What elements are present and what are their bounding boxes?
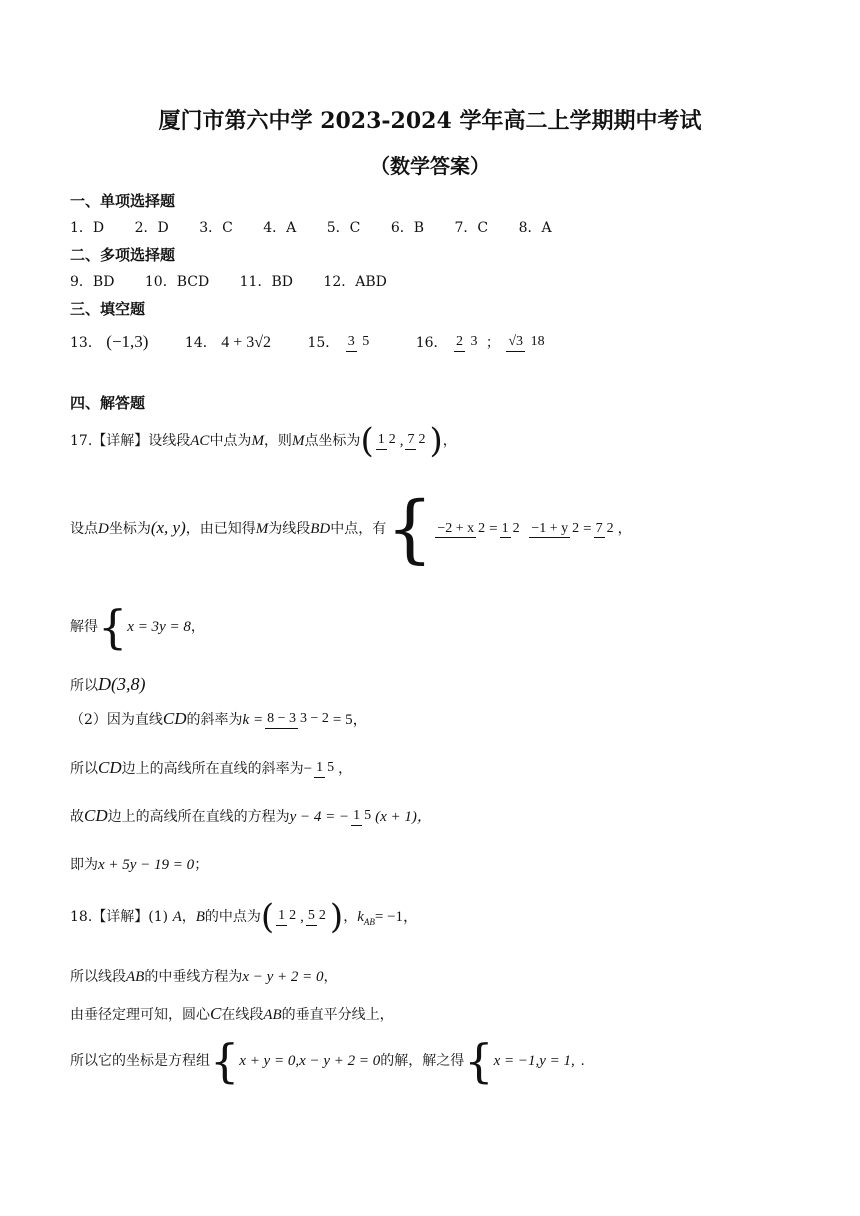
text: ； — [194, 857, 209, 873]
math-var: M — [255, 521, 269, 537]
answer-13: (−1,3) — [106, 332, 149, 351]
math-var: CD — [84, 806, 108, 825]
math-expr: (x + 1)， — [375, 809, 432, 825]
equation-system: x = −1,y = 1, — [493, 1053, 575, 1069]
text: ， — [190, 619, 205, 635]
math-var: AB — [126, 969, 145, 985]
math-expr: y − 4 = − — [289, 809, 350, 825]
math-var: k — [357, 909, 364, 925]
q17-line-3: 解得{x = 3y = 8， — [70, 600, 205, 654]
text: ， — [617, 521, 632, 537]
answer-16a-fraction — [454, 334, 480, 351]
answer-item: 4．A — [263, 220, 297, 236]
math-expr: x − y + 2 = 0 — [242, 969, 324, 985]
math-var: C — [210, 1004, 222, 1023]
q18-line-3 — [70, 1004, 394, 1024]
math-expr: k = — [242, 712, 264, 728]
answer-item: 3．C — [199, 220, 233, 236]
answer-item: 10．BCD — [144, 274, 210, 290]
text: 边上的高线所在直线的方程为 — [107, 809, 290, 825]
math-var: CD — [98, 758, 122, 777]
math-var: D — [98, 521, 109, 537]
answer-item: 5．C — [326, 220, 361, 236]
fraction: 7 2 — [405, 432, 427, 449]
equation-system: −2 + x 2 = 1 2 −1 + y 2 = 7 2 — [437, 521, 614, 537]
text: ， — [181, 909, 196, 925]
q17-line-4 — [70, 674, 146, 695]
math-expr: x + 5y − 19 = 0 — [98, 857, 195, 873]
text: 设点 — [70, 521, 98, 537]
equation-system: x = 3y = 8 — [127, 619, 191, 635]
fraction: 1 5 — [314, 760, 336, 777]
numerator: 3 — [346, 334, 357, 351]
text: 故 — [70, 809, 84, 825]
math-var: AC — [190, 433, 210, 449]
text: 所以线段 — [70, 969, 126, 985]
text: 的中垂线方程为 — [144, 969, 243, 985]
q18-line-2 — [70, 966, 338, 986]
text: 即为 — [70, 857, 98, 873]
q17-line-7 — [70, 805, 432, 826]
single-choice-answers — [70, 217, 578, 237]
math-var: BD — [310, 521, 331, 537]
separator: ； — [485, 335, 500, 351]
text: 的中点为 — [204, 909, 261, 925]
answer-item: 8．A — [518, 220, 552, 236]
denominator: 5 — [362, 334, 370, 350]
text: 点坐标为 — [304, 433, 361, 449]
answer-item: 7．C — [454, 220, 489, 236]
text: 边上的高线所在直线的斜率为 — [121, 761, 304, 777]
text: ， — [442, 433, 457, 449]
text: 为线段 — [268, 521, 311, 537]
text: （2）因为直线 — [70, 712, 163, 728]
section-heading-solutions: 四、解答题 — [70, 394, 146, 412]
q18-line-4: 所以它的坐标是方程组{x + y = 0,x − y + 2 = 0的解，解之得{x = −1,y = 1, . — [70, 1034, 585, 1088]
subscript: AB — [363, 916, 375, 927]
math-expr: (x, y) — [150, 518, 186, 537]
answer-item: 2．D — [134, 220, 169, 236]
q18-line-1: 18.【详解】(1) A，B的中点为( 1 2 , 5 2 )，$k_{AB}= -1$， — [70, 897, 419, 937]
answer-item: 6．B — [390, 220, 425, 236]
question-number: 13． — [70, 335, 102, 351]
text: 由垂径定理可知，圆心 — [70, 1007, 210, 1023]
text: 17.【详解】设线段 — [70, 433, 191, 449]
math-var: B — [195, 909, 205, 925]
math-expr: − — [303, 761, 313, 777]
text: ，由已知得 — [185, 521, 256, 537]
text: 18.【详解】(1) — [70, 909, 169, 925]
text: 中点为 — [209, 433, 252, 449]
text: 的解，解之得 — [380, 1053, 465, 1069]
math-var: AB — [263, 1007, 282, 1023]
text: 的垂直平分线上， — [281, 1007, 394, 1023]
q17-line-5 — [70, 708, 368, 729]
question-number: 14． — [184, 335, 217, 351]
section-heading-single-choice: 一、单项选择题 — [70, 192, 176, 210]
answer-item: 1．D — [70, 220, 105, 236]
numerator: √3 — [506, 334, 525, 351]
math-expr: D(3,8) — [98, 674, 146, 694]
math-expr: = 5， — [332, 712, 368, 728]
q17-line-6 — [70, 758, 352, 778]
text: 在线段 — [221, 1007, 264, 1023]
equation-system: x + y = 0,x − y + 2 = 0 — [239, 1053, 381, 1069]
answer-15-fraction — [346, 334, 372, 351]
math-var: M — [251, 433, 264, 449]
page-subtitle: （数学答案） — [370, 154, 490, 178]
q17-line-2: 设点D坐标为(x, y)，由已知得M为线段BD中点，有{ −2 + x 2 = 1 2 −1 + y 2 = 7 2 ， — [70, 486, 632, 572]
text: 坐标为 — [108, 521, 151, 537]
text: ， — [343, 909, 358, 925]
numerator: 2 — [454, 334, 465, 351]
text: ， — [338, 761, 353, 777]
section-heading-multi-choice: 二、多项选择题 — [70, 246, 176, 264]
q17-line-1: 17.【详解】设线段AC中点为M，则M点坐标为( 1 2 , 7 2 )， — [70, 421, 457, 461]
denominator: 18 — [530, 334, 545, 350]
fraction: 1 2 — [276, 908, 298, 925]
text: 所以它的坐标是方程组 — [70, 1053, 210, 1069]
answer-item: 11．BD — [239, 274, 293, 290]
question-number: 16． — [415, 335, 448, 351]
text: ， — [323, 969, 338, 985]
math-var: CD — [162, 709, 187, 728]
answer-item: 12．ABD — [323, 274, 387, 290]
text: ，则 — [263, 433, 292, 449]
text: 的斜率为 — [186, 712, 243, 728]
text: 中点，有 — [330, 521, 387, 537]
text: . — [580, 1053, 585, 1069]
math-expr: = −1， — [374, 909, 419, 925]
text: 所以 — [70, 761, 98, 777]
q17-line-8 — [70, 854, 208, 874]
math-var: A — [172, 909, 182, 925]
answer-14: 4 + 3√2 — [221, 334, 271, 351]
answer-16b-fraction — [506, 334, 546, 351]
text: 解得 — [70, 619, 98, 635]
text: 所以 — [70, 678, 98, 694]
math-var: M — [291, 433, 305, 449]
fraction: 5 2 — [306, 908, 328, 925]
answer-item: 9．BD — [70, 274, 115, 290]
fraction: 8 − 3 3 − 2 — [265, 711, 331, 728]
section-heading-fill-blank: 三、填空题 — [70, 300, 146, 318]
fill-blank-answers — [70, 332, 549, 352]
fraction: 1 2 — [376, 432, 398, 449]
fraction: 1 5 — [351, 808, 373, 825]
denominator: 3 — [470, 334, 478, 350]
page-title: 厦门市第六中学 2023-2024 学年高二上学期期中考试 — [158, 108, 702, 134]
multi-choice-answers — [70, 271, 413, 291]
question-number: 15． — [307, 335, 340, 351]
